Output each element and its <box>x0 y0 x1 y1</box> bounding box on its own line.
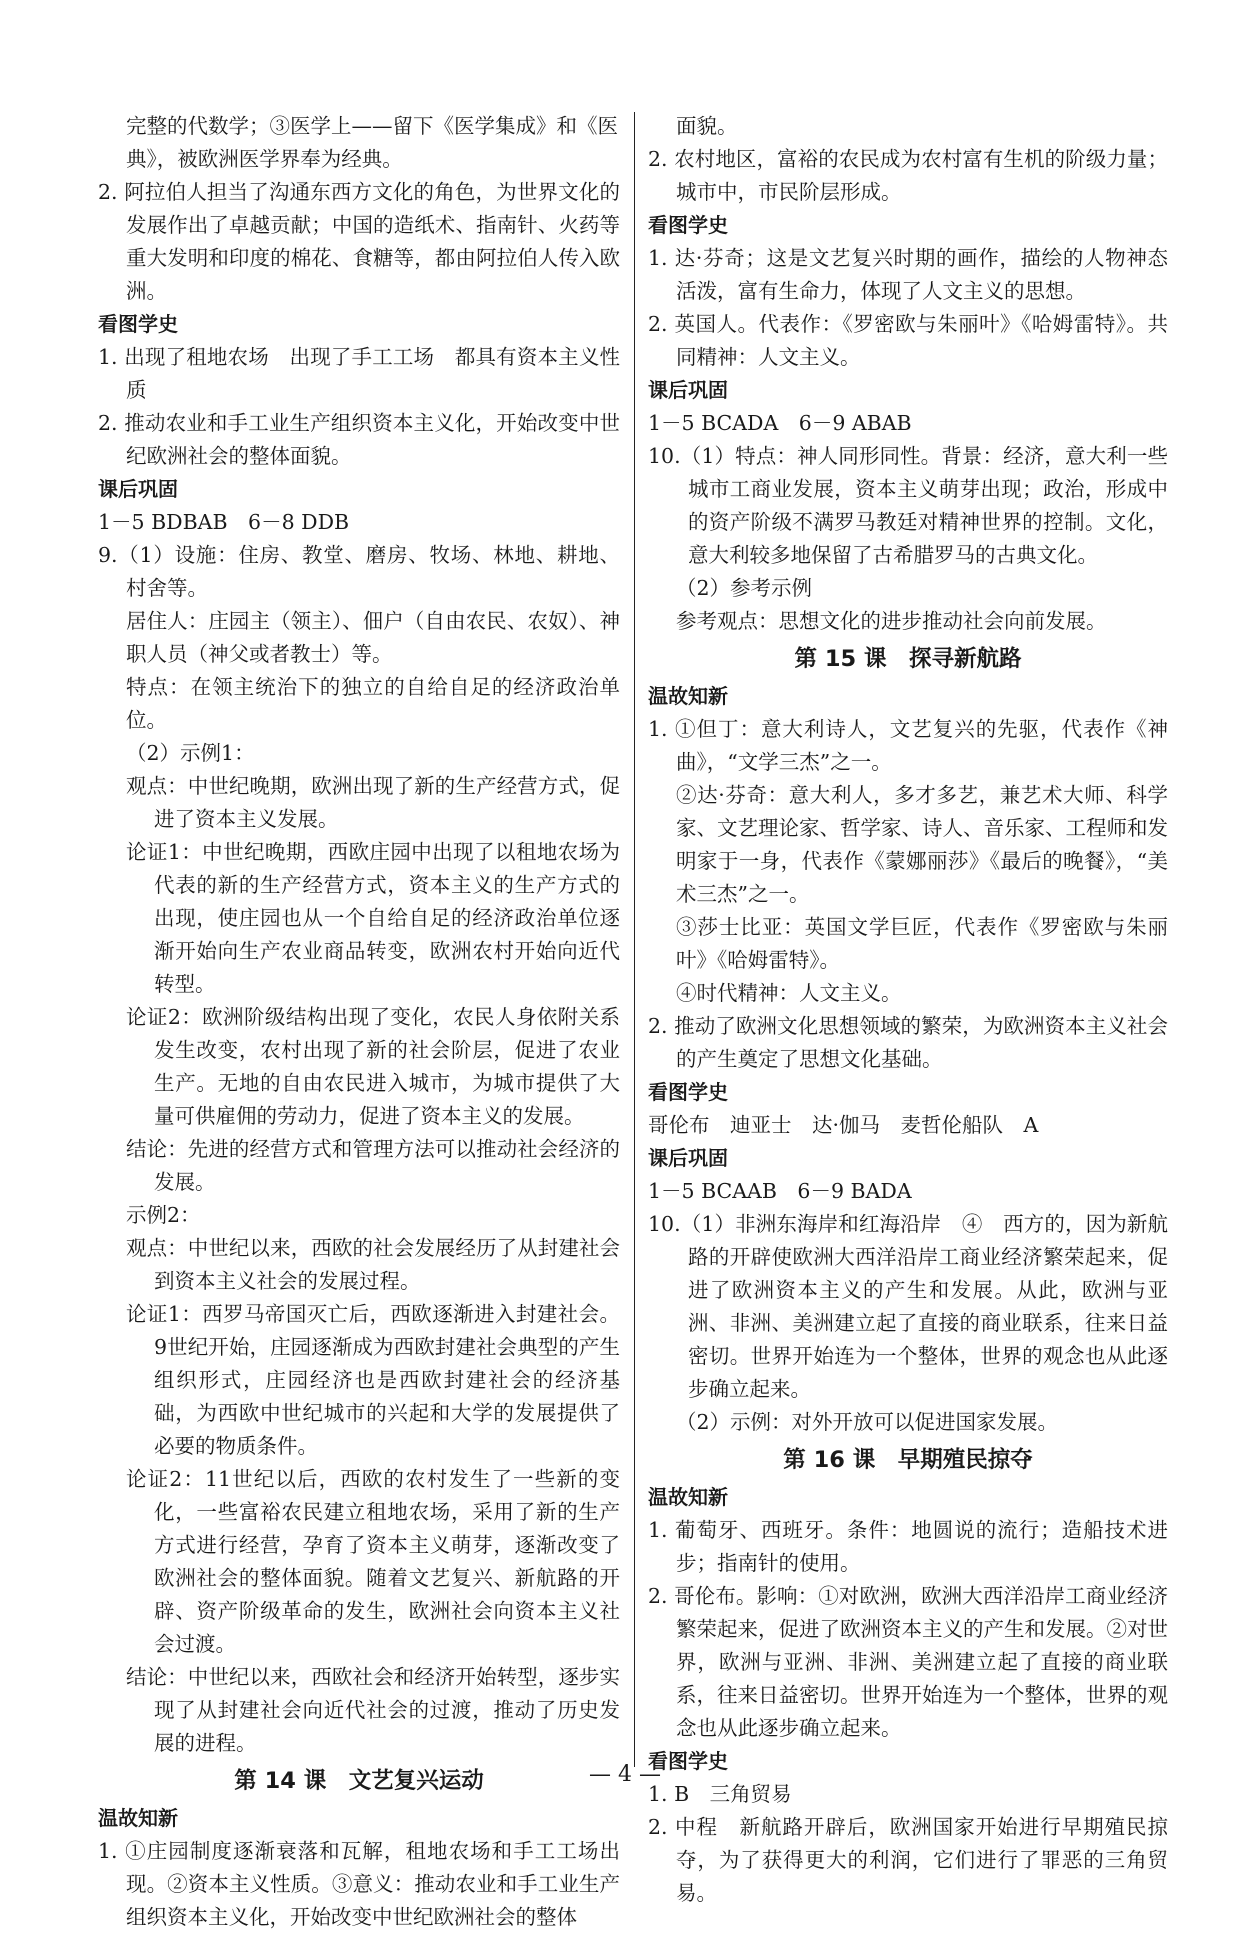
lesson-title: 第 15 课 探寻新航路 <box>794 646 1022 672</box>
text-line: 完整的代数学；③医学上——留下《医学集成》和《医 <box>126 114 618 138</box>
text-line: （2）参考示例 <box>676 576 813 600</box>
text-line: 特点：在领主统治下的独立的自给自足的经济政治单位。 <box>126 675 620 732</box>
list-item: 1. 达·芬奇；这是文艺复兴时期的画作，描绘的人物神态活泼，富有生命力，体现了人文主义的思想。 <box>648 246 1168 303</box>
section-heading: 看图学史 <box>648 213 728 237</box>
list-item: 1. B 三角贸易 <box>648 1782 792 1806</box>
text-line: 参考观点：思想文化的进步推动社会向前发展。 <box>676 609 1107 633</box>
list-item: 2. 英国人。代表作：《罗密欧与朱丽叶》《哈姆雷特》。共同精神：人文主义。 <box>648 312 1168 369</box>
column-divider <box>634 112 635 1767</box>
list-item: 2. 农村地区，富裕的农民成为农村富有生机的阶级力量；城市中，市民阶层形成。 <box>648 147 1168 204</box>
argument-item: 论证1：中世纪晚期，西欧庄园中出现了以租地农场为代表的新的生产经营方式，资本主义的生产方式的出现，使庄园也从一个自给自足的经济政治单位逐渐开始向生产农业商品转变，欧洲农村开始向近代转型。 <box>126 840 620 996</box>
answer-key: 哥伦布 迪亚士 达·伽马 麦哲伦船队 A <box>648 1113 1039 1137</box>
section-heading: 温故知新 <box>648 684 728 708</box>
right-column <box>648 110 1168 1910</box>
section-heading: 看图学史 <box>648 1080 728 1104</box>
left-column <box>98 110 620 1934</box>
text-line: ②达·芬奇：意大利人，多才多艺，兼艺术大师、科学家、文艺理论家、哲学家、诗人、音乐家、工程师和发明家于一身，代表作《蒙娜丽莎》《最后的晚餐》，“美术三杰”之一。 <box>676 783 1168 906</box>
argument-item: 观点：中世纪晚期，欧洲出现了新的生产经营方式，促进了资本主义发展。 <box>126 774 620 831</box>
list-item: 10.（1）非洲东海岸和红海沿岸 ④ 西方的，因为新航路的开辟使欧洲大西洋沿岸工商业经济繁荣起来，促进了欧洲资本主义的产生和发展。从此，欧洲与亚洲、非洲、美洲建立起了直接的商业联系，往来日益密切。世界开始连为一个整体，世界的观念也从此逐步确立起来。 <box>648 1212 1168 1401</box>
list-item: 2. 哥伦布。影响：①对欧洲，欧洲大西洋沿岸工商业经济繁荣起来，促进了欧洲资本主义的产生和发展。②对世界，欧洲与亚洲、非洲、美洲建立起了直接的商业联系，往来日益密切。世界开始连为一个整体，世界的观念也从此逐步确立起来。 <box>648 1584 1168 1740</box>
text-line: 面貌。 <box>676 114 738 138</box>
list-item: 9.（1）设施：住房、教堂、磨房、牧场、林地、耕地、村舍等。 <box>98 543 620 600</box>
text-line: 典》，被欧洲医学界奉为经典。 <box>126 147 403 171</box>
lesson-title: 第 16 课 早期殖民掠夺 <box>783 1447 1033 1473</box>
argument-item: 论证2：11世纪以后，西欧的农村发生了一些新的变化，一些富裕农民建立租地农场，采用了新的生产方式进行经营，孕育了资本主义萌芽，逐渐改变了欧洲社会的整体面貌。随着文艺复兴、新航路的开辟、资产阶级革命的发生，欧洲社会向资本主义社会过渡。 <box>126 1467 620 1656</box>
list-item: 1. ①庄园制度逐渐衰落和瓦解，租地农场和手工工场出现。②资本主义性质。③意义：推动农业和手工业生产组织资本主义化，开始改变中世纪欧洲社会的整体 <box>98 1839 620 1929</box>
answer-key: 1－5 BCAAB 6－9 BADA <box>648 1179 912 1203</box>
list-item: 1. ①但丁：意大利诗人，文艺复兴的先驱，代表作《神曲》，“文学三杰”之一。 <box>648 717 1168 774</box>
text-line: 居住人：庄园主（领主）、佃户（自由农民、农奴）、神职人员（神父或者教士）等。 <box>126 609 620 666</box>
text-line: （2）示例：对外开放可以促进国家发展。 <box>676 1410 1059 1434</box>
list-item: 2. 推动了欧洲文化思想领域的繁荣，为欧洲资本主义社会的产生奠定了思想文化基础。 <box>648 1014 1168 1071</box>
text-line: 示例2： <box>126 1203 201 1227</box>
section-heading: 课后巩固 <box>648 1146 728 1170</box>
text-line: ③莎士比亚：英国文学巨匠，代表作《罗密欧与朱丽叶》《哈姆雷特》。 <box>676 915 1168 972</box>
text-line: （2）示例1： <box>126 741 255 765</box>
list-item: 2. 推动农业和手工业生产组织资本主义化，开始改变中世纪欧洲社会的整体面貌。 <box>98 411 620 468</box>
page-number: — 4 — <box>589 1762 661 1787</box>
list-item: 2. 阿拉伯人担当了沟通东西方文化的角色，为世界文化的发展作出了卓越贡献；中国的造纸术、指南针、火药等重大发明和印度的棉花、食糖等，都由阿拉伯人传入欧洲。 <box>98 180 620 303</box>
section-heading: 看图学史 <box>98 312 178 336</box>
answer-key: 1－5 BCADA 6－9 ABAB <box>648 411 912 435</box>
list-item: 1. 葡萄牙、西班牙。条件：地圆说的流行；造船技术进步；指南针的使用。 <box>648 1518 1168 1575</box>
list-item: 10.（1）特点：神人同形同性。背景：经济，意大利一些城市工商业发展，资本主义萌芽出现；政治，形成中的资产阶级不满罗马教廷对精神世界的控制。文化，意大利较多地保留了古希腊罗马的古典文化。 <box>648 444 1168 567</box>
argument-item: 论证1：西罗马帝国灭亡后，西欧逐渐进入封建社会。9世纪开始，庄园逐渐成为西欧封建社会典型的产生组织形式，庄园经济也是西欧封建社会的经济基础，为西欧中世纪城市的兴起和大学的发展提供了必要的物质条件。 <box>126 1302 620 1458</box>
argument-item: 论证2：欧洲阶级结构出现了变化，农民人身依附关系发生改变，农村出现了新的社会阶层，促进了农业生产。无地的自由农民进入城市，为城市提供了大量可供雇佣的劳动力，促进了资本主义的发展。 <box>126 1005 620 1128</box>
list-item: 1. 出现了租地农场 出现了手工工场 都具有资本主义性质 <box>98 345 620 402</box>
argument-item: 观点：中世纪以来，西欧的社会发展经历了从封建社会到资本主义社会的发展过程。 <box>126 1236 620 1293</box>
section-heading: 温故知新 <box>648 1485 728 1509</box>
section-heading: 看图学史 <box>648 1749 728 1773</box>
list-item: 2. 中程 新航路开辟后，欧洲国家开始进行早期殖民掠夺，为了获得更大的利润，它们进行了罪恶的三角贸易。 <box>648 1815 1168 1905</box>
section-heading: 课后巩固 <box>648 378 728 402</box>
section-heading: 课后巩固 <box>98 477 178 501</box>
lesson-title: 第 14 课 文艺复兴运动 <box>234 1768 484 1794</box>
argument-item: 结论：先进的经营方式和管理方法可以推动社会经济的发展。 <box>126 1137 620 1194</box>
argument-item: 结论：中世纪以来，西欧社会和经济开始转型，逐步实现了从封建社会向近代社会的过渡，推动了历史发展的进程。 <box>126 1665 620 1755</box>
text-line: ④时代精神：人文主义。 <box>676 981 902 1005</box>
section-heading: 温故知新 <box>98 1806 178 1830</box>
answer-key: 1－5 BDBAB 6－8 DDB <box>98 510 350 534</box>
